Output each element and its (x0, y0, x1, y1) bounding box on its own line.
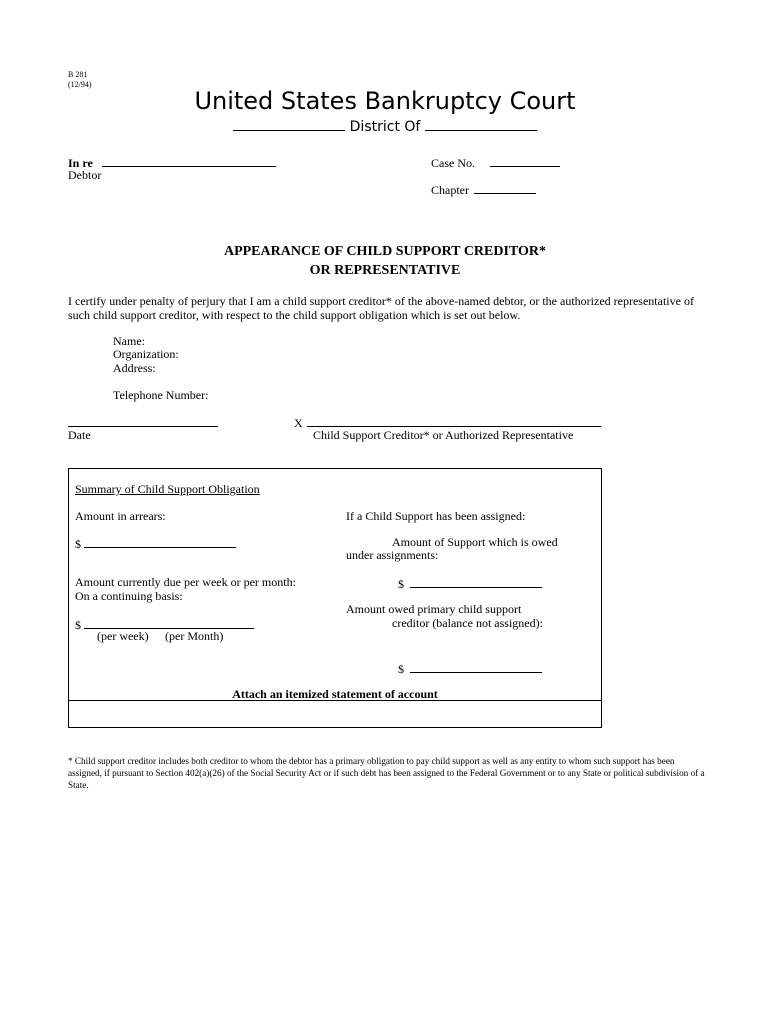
per-month-label: (per Month) (165, 629, 224, 643)
signature-x-mark: X (294, 416, 303, 430)
assignment-dollar-sign: $ (398, 577, 404, 591)
attach-note: Attach an itemized statement of account (232, 687, 438, 701)
assignment-amount-blank[interactable] (410, 575, 542, 588)
arrears-label: Amount in arrears: (75, 509, 166, 523)
case-no-label: Case No. (431, 156, 475, 170)
current-due-line2: On a continuing basis: (75, 589, 183, 603)
telephone-label: Telephone Number: (113, 388, 209, 402)
assignment-amount-line1: Amount of Support which is owed (392, 535, 558, 549)
chapter-blank[interactable] (474, 181, 536, 194)
primary-owed-amount-blank[interactable] (410, 660, 542, 673)
per-week-label: (per week) (97, 629, 149, 643)
arrears-amount-row (75, 535, 236, 552)
primary-owed-amount-row (398, 660, 542, 677)
assignment-amount-row (398, 575, 542, 592)
date-label: Date (68, 428, 91, 442)
primary-owed-dollar-sign: $ (398, 662, 404, 676)
district-blank-right[interactable] (425, 118, 537, 131)
district-line (0, 118, 770, 135)
signer-label: Child Support Creditor* or Authorized Representative (313, 428, 574, 442)
district-blank-left[interactable] (233, 118, 345, 131)
assigned-label: If a Child Support has been assigned: (346, 509, 526, 523)
signature-blank[interactable] (307, 414, 601, 427)
summary-title-text: Summary of Child Support Obligation (75, 482, 260, 496)
organization-label: Organization: (113, 347, 179, 361)
primary-owed-line1: Amount owed primary child support (346, 602, 522, 616)
chapter-label: Chapter (431, 183, 469, 197)
primary-owed-line2: creditor (balance not assigned): (392, 616, 543, 630)
form-date: (12/94) (68, 80, 92, 89)
certification-text: I certify under penalty of perjury that I am a child support creditor* of the above-named debtor, or the authorized representative of such child support creditor, with respect to the child support obligation which is set out below. (68, 294, 694, 322)
arrears-amount-blank[interactable] (84, 535, 236, 548)
assignment-amount-line2: under assignments: (346, 548, 439, 562)
court-title: United States Bankruptcy Court (194, 87, 576, 115)
chapter-row (431, 181, 536, 198)
summary-title (75, 482, 260, 497)
current-due-dollar-sign: $ (75, 618, 81, 632)
form-title-line2: OR REPRESENTATIVE (309, 263, 461, 278)
arrears-dollar-sign: $ (75, 537, 81, 551)
form-title-line1: APPEARANCE OF CHILD SUPPORT CREDITOR* (223, 244, 547, 259)
district-label: District Of (349, 119, 421, 135)
case-no-row (431, 154, 560, 171)
current-due-line1: Amount currently due per week or per month: (75, 575, 296, 589)
name-label: Name: (113, 334, 145, 348)
address-label: Address: (113, 361, 156, 375)
in-re-blank[interactable] (102, 154, 276, 167)
current-due-amount-blank[interactable] (84, 616, 254, 629)
debtor-label: Debtor (68, 168, 102, 182)
footnote: * Child support creditor includes both creditor to whom the debtor has a primary obligation to pay child support as well as any entity to whom such support has been assigned, if pursuant to Section 402(a)(26) of the Social Security Act or if such debt has been assigned to the Federal Government or to any State or political subdivision of a State. (68, 756, 705, 790)
date-blank[interactable] (68, 414, 218, 427)
form-number: B 281 (68, 70, 88, 79)
in-re-label: In re (68, 156, 93, 170)
case-no-blank[interactable] (490, 154, 560, 167)
